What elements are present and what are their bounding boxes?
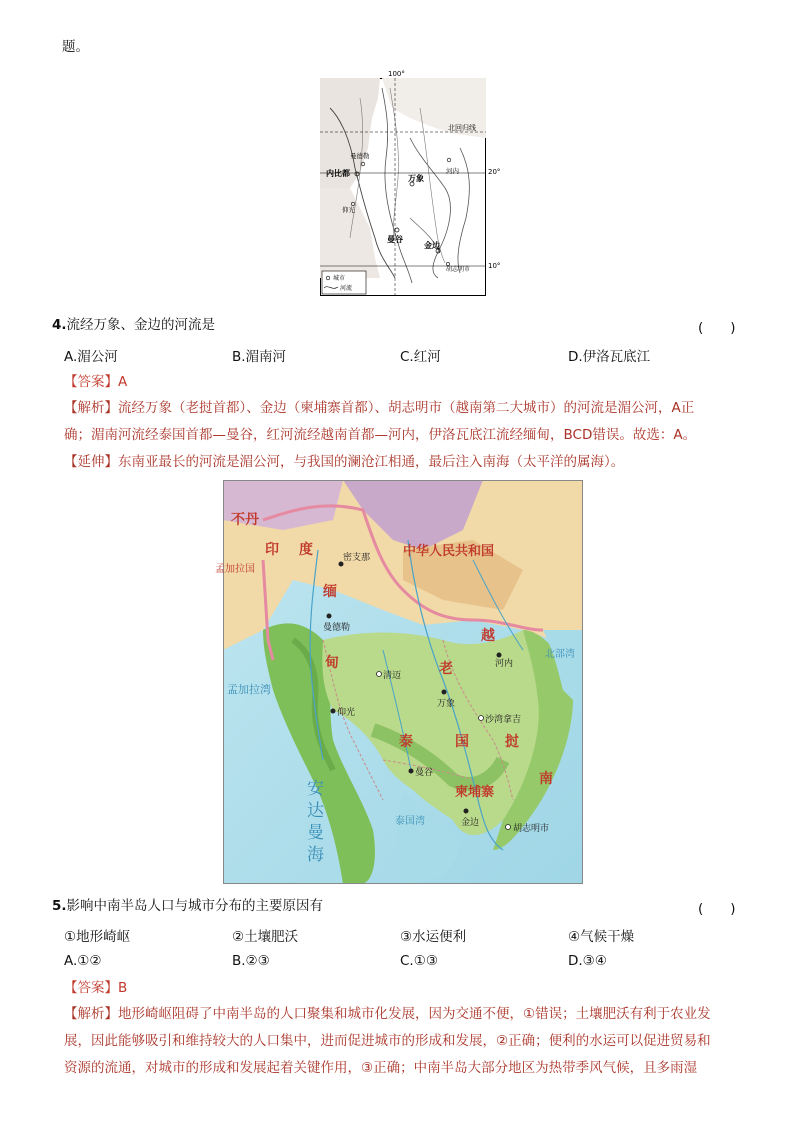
- map1-tropic-label: 北回归线: [448, 124, 476, 132]
- q4-analysis-1: 【解析】流经万象（老挝首都）、金边（柬埔寨首都）、胡志明市（越南第二大城市）的河流是湄公河，A正: [64, 400, 695, 416]
- map2-andaman-2: 达: [307, 801, 324, 821]
- q4-analysis-2: 确；湄南河流经泰国首都—曼谷，红河流经越南首都—河内，伊洛瓦底江流经缅甸，BCD错误。故选：A。: [64, 427, 697, 443]
- svg-text:金边: 金边: [461, 818, 480, 828]
- map2-andaman-4: 海: [307, 845, 324, 865]
- map2-city-hcmc: [506, 822, 550, 834]
- map2-india-1: 印: [265, 542, 279, 558]
- map2-bhutan: 不丹: [231, 512, 259, 528]
- svg-text:内比都: 内比都: [326, 169, 350, 178]
- q4-answer: 【答案】A: [64, 374, 128, 390]
- map2-myanmar-1: 缅: [323, 584, 337, 600]
- map2-laos-2: 挝: [505, 734, 519, 750]
- q4-option-a: A.湄公河: [64, 349, 118, 365]
- svg-text:金边: 金边: [424, 241, 440, 250]
- map2-andaman-1: 安: [307, 779, 324, 799]
- q5-stem: 5.影响中南半岛人口与城市分布的主要原因有: [52, 898, 324, 914]
- map2-india-2: 度: [299, 542, 313, 558]
- q5-item-2: ②土壤肥沃: [232, 929, 299, 945]
- map1-legend: [322, 271, 366, 294]
- map2-figure: [215, 480, 583, 884]
- q5-option-d: D.③④: [568, 953, 607, 969]
- svg-text:曼德勒: 曼德勒: [350, 152, 370, 160]
- q5-option-c: C.①③: [400, 953, 438, 969]
- q5-item-3: ③水运便利: [400, 929, 467, 945]
- map2-thailand-1: 泰: [399, 734, 413, 750]
- q4-option-d: D.伊洛瓦底江: [568, 349, 651, 365]
- map2-laos: 老: [439, 661, 453, 677]
- svg-text:清迈: 清迈: [383, 671, 402, 681]
- q5-item-1: ①地形崎岖: [64, 929, 131, 945]
- q4-extend: 【延伸】东南亚最长的河流是湄公河，与我国的澜沧江相通，最后注入南海（太平洋的属海）。: [64, 454, 625, 470]
- svg-text:胡志明市: 胡志明市: [446, 266, 471, 273]
- svg-text:曼德勒: 曼德勒: [323, 623, 351, 633]
- top-fragment: 题。: [62, 39, 89, 55]
- q5-answer: 【答案】B: [64, 980, 128, 996]
- svg-text:曼谷: 曼谷: [415, 768, 434, 778]
- map2-thailand-2: 国: [455, 734, 469, 750]
- map2-cambodia: 柬埔寨: [455, 785, 495, 800]
- svg-text:密支那: 密支那: [343, 553, 371, 563]
- q5-option-a: A.①②: [64, 953, 102, 969]
- map1-figure: [320, 70, 501, 296]
- map2-city-savannakhet: [479, 713, 522, 725]
- svg-text:万象: 万象: [437, 699, 456, 709]
- map2-vietnam-1: 越: [481, 628, 495, 644]
- map2-gulf-tonkin: 北部湾: [545, 649, 575, 660]
- map2-andaman-3: 曼: [307, 823, 324, 843]
- svg-text:河流: 河流: [340, 285, 353, 292]
- q4-option-b: B.湄南河: [232, 349, 287, 365]
- q4-stem: 4.流经万象、金边的河流是: [52, 317, 216, 333]
- q4-option-c: C.红河: [400, 349, 441, 365]
- q5-analysis-2: 展，因此能够吸引和维持较大的人口集中，进而促进城市的形成和发展，②正确；便利的水运可以促进贸易和: [64, 1033, 711, 1049]
- q5-analysis-1: 【解析】地形崎岖阻碍了中南半岛的人口聚集和城市化发展，因为交通不便，①错误；土壤肥沃有利于农业发: [64, 1006, 711, 1022]
- q5-paren: ( ): [698, 901, 736, 917]
- svg-text:河内: 河内: [446, 167, 459, 175]
- map2-bangladesh: 孟加拉国: [215, 564, 255, 575]
- map2-bay-of-bengal: 孟加拉湾: [227, 683, 271, 696]
- map1-lat10-label: 10°: [488, 262, 501, 270]
- svg-text:仰光: 仰光: [342, 206, 355, 214]
- map2-myanmar-2: 甸: [325, 655, 339, 671]
- svg-text:仰光: 仰光: [337, 708, 356, 718]
- q5-option-b: B.②③: [232, 953, 270, 969]
- svg-text:曼谷: 曼谷: [387, 235, 403, 244]
- q5-item-4: ④气候干燥: [568, 929, 635, 945]
- map2-china: 中华人民共和国: [403, 544, 495, 559]
- svg-text:胡志明市: 胡志明市: [513, 824, 550, 834]
- svg-text:万象: 万象: [408, 174, 424, 183]
- map1-lat20-label: 20°: [488, 168, 501, 176]
- svg-text:沙湾拿吉: 沙湾拿吉: [485, 715, 522, 725]
- map1-lon-label: 100°: [388, 70, 405, 78]
- svg-text:河内: 河内: [495, 659, 514, 669]
- svg-text:城市: 城市: [333, 275, 346, 282]
- q4-paren: ( ): [698, 320, 736, 336]
- map2-vietnam-2: 南: [539, 771, 553, 787]
- q5-analysis-3: 资源的流通，对城市的形成和发展起着关键作用，③正确；中南半岛大部分地区为热带季风气候，且多雨湿: [64, 1060, 698, 1076]
- map2-gulf-thailand: 泰国湾: [395, 816, 425, 827]
